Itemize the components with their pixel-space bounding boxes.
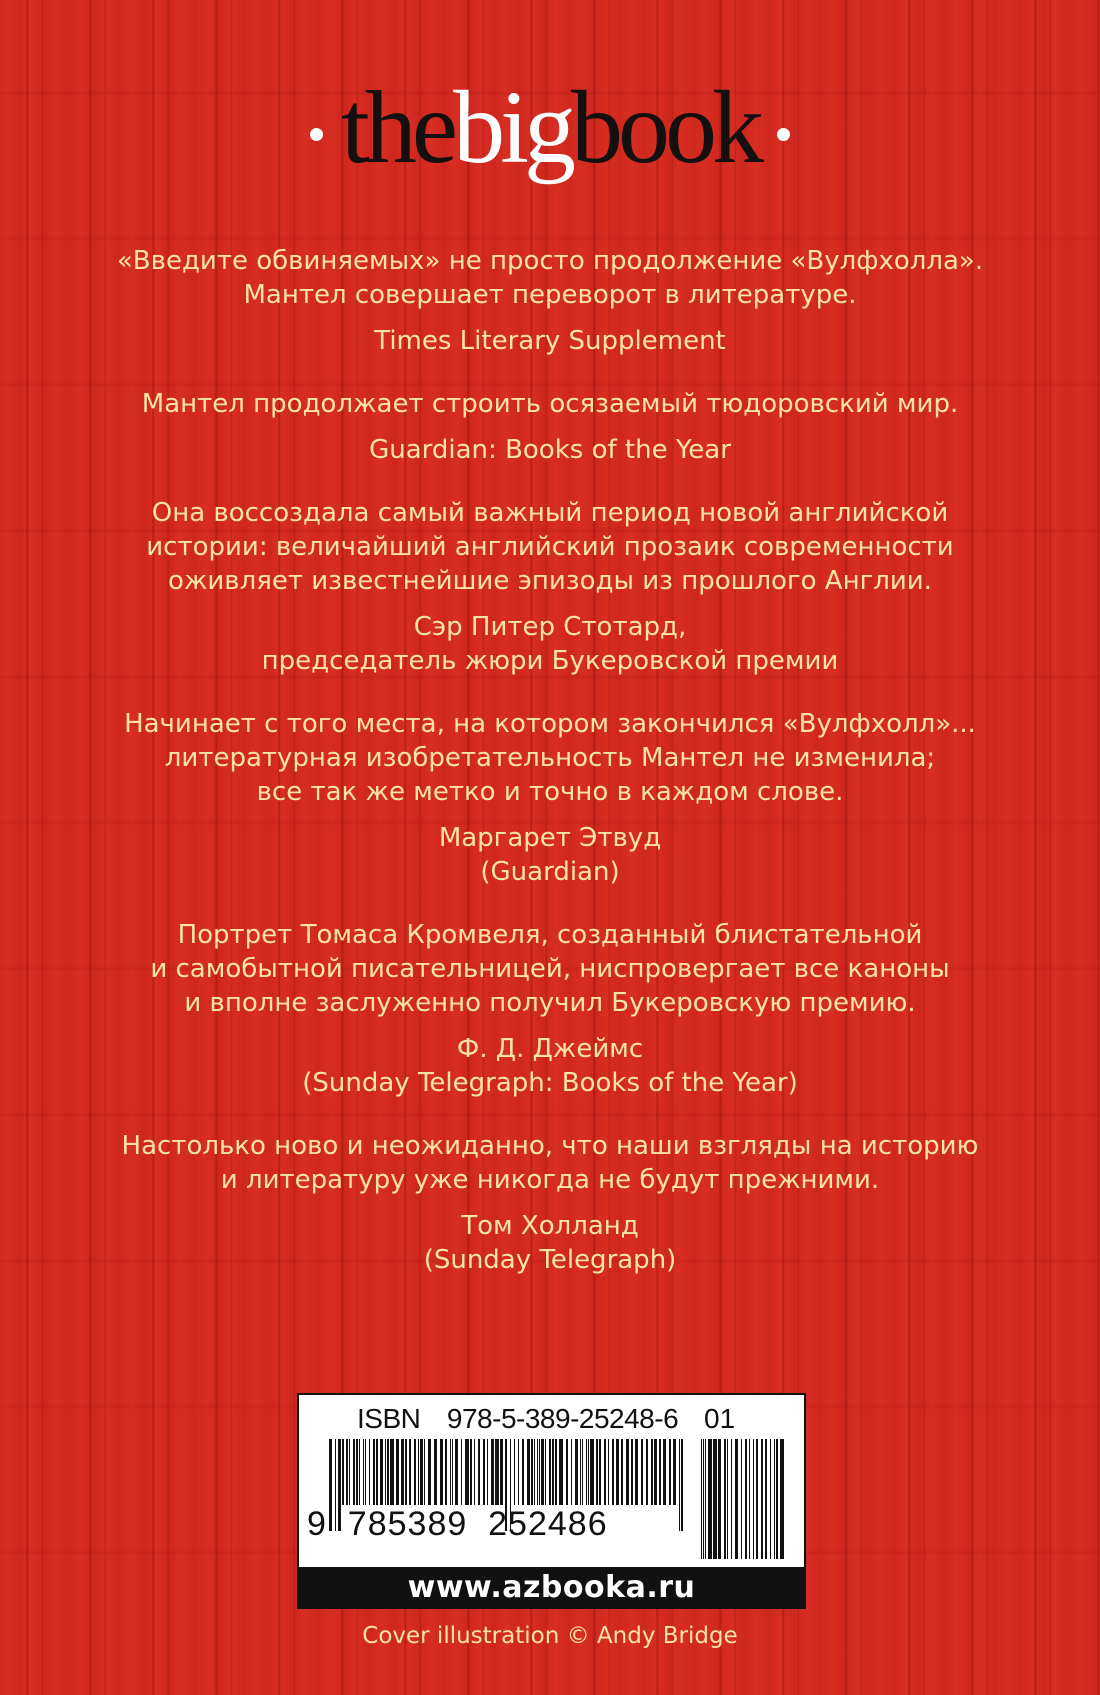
- logo-text-big: big: [453, 70, 571, 185]
- barcode-bar: [518, 1439, 519, 1505]
- publisher-logo: [0, 68, 1100, 188]
- barcode-bar: [705, 1439, 706, 1559]
- barcode-bar: [541, 1439, 544, 1505]
- barcode-bar: [631, 1439, 633, 1505]
- review-attribution: [60, 610, 1040, 678]
- barcode-bar: [356, 1439, 358, 1505]
- barcode-bar: [461, 1439, 462, 1505]
- barcode-bar: [434, 1439, 437, 1505]
- barcode-bar: [669, 1439, 671, 1505]
- review-quote-line: и литературу уже никогда не будут прежними.: [220, 1165, 880, 1195]
- review-quote-line: Начинает с того места, на котором закончился «Вулфхолл»...: [124, 709, 976, 739]
- barcode-bar: [701, 1439, 702, 1559]
- barcode-bar: [621, 1439, 623, 1505]
- barcode-bar: [390, 1439, 394, 1505]
- barcode-bar: [359, 1439, 360, 1505]
- review-quote: [60, 918, 1040, 1020]
- review-quote: [60, 387, 1040, 421]
- isbn-barcode: [297, 1393, 806, 1573]
- publisher-website: www.azbooka.ru: [297, 1567, 806, 1609]
- review-quote-line: Настолько ново и неожиданно, что наши взгляды на историю: [121, 1131, 979, 1161]
- barcode-bar: [756, 1439, 758, 1559]
- barcode-bar: [440, 1439, 443, 1505]
- barcode-bar: [590, 1439, 594, 1505]
- review-quote-line: и самобытной писательницей, ниспровергает все каноны: [150, 954, 950, 984]
- barcode-bar: [552, 1439, 554, 1505]
- barcode-bar: [745, 1439, 747, 1559]
- barcode-bar: [545, 1439, 546, 1505]
- barcode-bar: [385, 1439, 386, 1505]
- barcode-bar: [571, 1439, 572, 1505]
- review-quote: [60, 1129, 1040, 1197]
- barcode-bar: [534, 1439, 535, 1505]
- barcode-bar: [654, 1439, 657, 1505]
- cover-credit: Cover illustration © Andy Bridge: [362, 1623, 738, 1649]
- barcode-bar: [373, 1439, 375, 1505]
- review-quote-line: Мантел продолжает строить осязаемый тюдоровский мир.: [141, 389, 959, 419]
- barcode-bar: [599, 1439, 601, 1505]
- barcode-bar: [380, 1439, 383, 1505]
- barcode-bar: [616, 1439, 619, 1505]
- barcode-bar: [575, 1439, 578, 1505]
- review-block: [60, 1129, 1040, 1277]
- barcode-bar: [537, 1439, 538, 1505]
- review-attribution-line: председатель жюри Букеровской премии: [261, 646, 839, 676]
- barcode-bar: [566, 1439, 568, 1505]
- review-block: [60, 707, 1040, 889]
- review-block: [60, 387, 1040, 467]
- barcode-bar: [349, 1439, 350, 1505]
- barcode-bar: [731, 1439, 732, 1559]
- barcode-bar: [474, 1439, 475, 1505]
- review-block: [60, 496, 1040, 678]
- barcode-bar: [770, 1439, 771, 1559]
- barcode-bar: [651, 1439, 653, 1505]
- isbn-label: ISBN 978-5-389-25248-6: [357, 1403, 679, 1434]
- barcode-bar: [679, 1439, 680, 1531]
- review-attribution-line: (Sunday Telegraph: Books of the Year): [302, 1068, 798, 1098]
- barcode-bar: [708, 1439, 712, 1559]
- review-attribution: [60, 1209, 1040, 1277]
- review-quote-line: все так же метко и точно в каждом слове.: [256, 777, 844, 807]
- barcode-addon-bars: [699, 1439, 789, 1559]
- review-quote-line: истории: величайший английский прозаик современности: [146, 532, 954, 562]
- review-attribution-line: Ф. Д. Джеймс: [456, 1034, 644, 1064]
- barcode-bar: [452, 1439, 453, 1505]
- barcode-bar: [681, 1439, 683, 1531]
- barcode-bar: [641, 1439, 643, 1505]
- barcode-addon-code: 01: [704, 1403, 736, 1434]
- review-block: [60, 918, 1040, 1100]
- barcode-bar: [470, 1439, 472, 1505]
- barcode-bar: [428, 1439, 431, 1505]
- barcode-bar: [596, 1439, 598, 1505]
- review-attribution-line: (Guardian): [480, 857, 620, 887]
- barcode-bar: [409, 1439, 411, 1505]
- review-quote-line: и вполне заслуженно получил Букеровскую премию.: [184, 988, 916, 1018]
- barcode-bar: [713, 1439, 717, 1559]
- barcode-bar: [445, 1439, 447, 1505]
- review-block: [60, 244, 1040, 358]
- barcode-bar: [418, 1439, 419, 1505]
- barcode-bar: [531, 1439, 533, 1505]
- logo-dot-right: [777, 128, 790, 141]
- barcode-bar: [414, 1439, 416, 1505]
- review-attribution-line: Times Literary Supplement: [374, 326, 726, 356]
- barcode-bar: [673, 1439, 676, 1505]
- barcode-bar: [753, 1439, 754, 1559]
- barcode-bar: [741, 1439, 742, 1559]
- barcode-bar: [424, 1439, 425, 1505]
- review-quote-line: Портрет Томаса Кромвеля, созданный блистательной: [177, 920, 923, 950]
- barcode-bar: [450, 1439, 451, 1505]
- barcode-bar: [369, 1439, 370, 1505]
- logo-text-book: book: [570, 70, 759, 185]
- review-quote-line: оживляет известнейшие эпизоды из прошлого Англии.: [168, 566, 932, 596]
- review-quote: [60, 244, 1040, 312]
- review-quote: [60, 707, 1040, 809]
- barcode-bar: [401, 1439, 404, 1505]
- barcode-bar: [396, 1439, 399, 1505]
- barcode-bar: [582, 1439, 583, 1505]
- barcode-digits: 9 785389 252486: [307, 1505, 608, 1543]
- review-attribution-line: Том Холланд: [461, 1211, 639, 1241]
- review-quote-line: литературная изобретательность Мантел не изменила;: [164, 743, 936, 773]
- barcode-bar: [663, 1439, 666, 1505]
- barcode-bar: [749, 1439, 750, 1559]
- barcode-bar: [588, 1439, 589, 1505]
- review-attribution: [60, 433, 1040, 467]
- barcode-bar: [514, 1439, 515, 1505]
- barcode-bar: [487, 1439, 488, 1505]
- review-list: [60, 244, 1040, 1306]
- barcode-bar: [495, 1439, 499, 1505]
- review-quote-line: Мантел совершает переворот в литературе.: [243, 280, 857, 310]
- barcode-bar: [586, 1439, 587, 1505]
- barcode-bar: [527, 1439, 530, 1505]
- barcode-bar: [483, 1439, 485, 1505]
- review-attribution-line: Guardian: Books of the Year: [369, 435, 731, 465]
- barcode-bar: [612, 1439, 614, 1505]
- barcode-bar: [776, 1439, 778, 1559]
- barcode-bar: [559, 1439, 563, 1505]
- barcode-bar: [608, 1439, 609, 1505]
- barcode-bar: [522, 1439, 524, 1505]
- barcode-bar: [718, 1439, 721, 1559]
- barcode-bar: [659, 1439, 661, 1505]
- review-attribution-line: Маргарет Этвуд: [438, 823, 662, 853]
- barcode-bar: [780, 1439, 784, 1559]
- barcode-bar: [365, 1439, 366, 1505]
- review-quote-line: Она воссоздала самый важный период новой английской: [151, 498, 949, 528]
- review-quote: [60, 496, 1040, 598]
- review-quote-line: «Введите обвиняемых» не просто продолжение «Вулфхолла».: [116, 246, 984, 276]
- barcode-bar: [703, 1439, 704, 1559]
- barcode-bar: [724, 1439, 726, 1559]
- barcode-bar: [500, 1439, 503, 1505]
- logo-dot-left: [310, 128, 323, 141]
- barcode-bar: [387, 1439, 389, 1505]
- barcode-bar: [626, 1439, 629, 1505]
- review-attribution: [60, 821, 1040, 889]
- barcode-bar: [376, 1439, 378, 1505]
- barcode-bar: [727, 1439, 728, 1559]
- barcode-bar: [420, 1439, 423, 1505]
- barcode-bar: [604, 1439, 606, 1505]
- barcode-bar: [555, 1439, 557, 1505]
- barcode-bar: [346, 1439, 348, 1505]
- barcode-bar: [363, 1439, 364, 1505]
- barcode-bar: [539, 1439, 540, 1505]
- barcode-bar: [405, 1439, 407, 1505]
- barcode-bar: [491, 1439, 494, 1505]
- barcode-bar: [455, 1439, 458, 1505]
- barcode-bar: [635, 1439, 638, 1505]
- review-attribution: [60, 324, 1040, 358]
- barcode-bar: [465, 1439, 469, 1505]
- barcode-bar: [342, 1439, 344, 1505]
- barcode-bar: [549, 1439, 551, 1505]
- barcode-bar: [478, 1439, 480, 1505]
- barcode-bar: [735, 1439, 738, 1559]
- logo-text-the: the: [341, 70, 454, 185]
- barcode-bar: [761, 1439, 763, 1559]
- review-attribution-line: (Sunday Telegraph): [423, 1245, 677, 1275]
- barcode-bar: [580, 1439, 581, 1505]
- barcode-bar: [765, 1439, 767, 1559]
- review-attribution: [60, 1032, 1040, 1100]
- barcode-bar: [774, 1439, 775, 1559]
- review-attribution-line: Сэр Питер Стотард,: [413, 612, 687, 642]
- barcode-bar: [353, 1439, 355, 1505]
- barcode-bar: [646, 1439, 648, 1505]
